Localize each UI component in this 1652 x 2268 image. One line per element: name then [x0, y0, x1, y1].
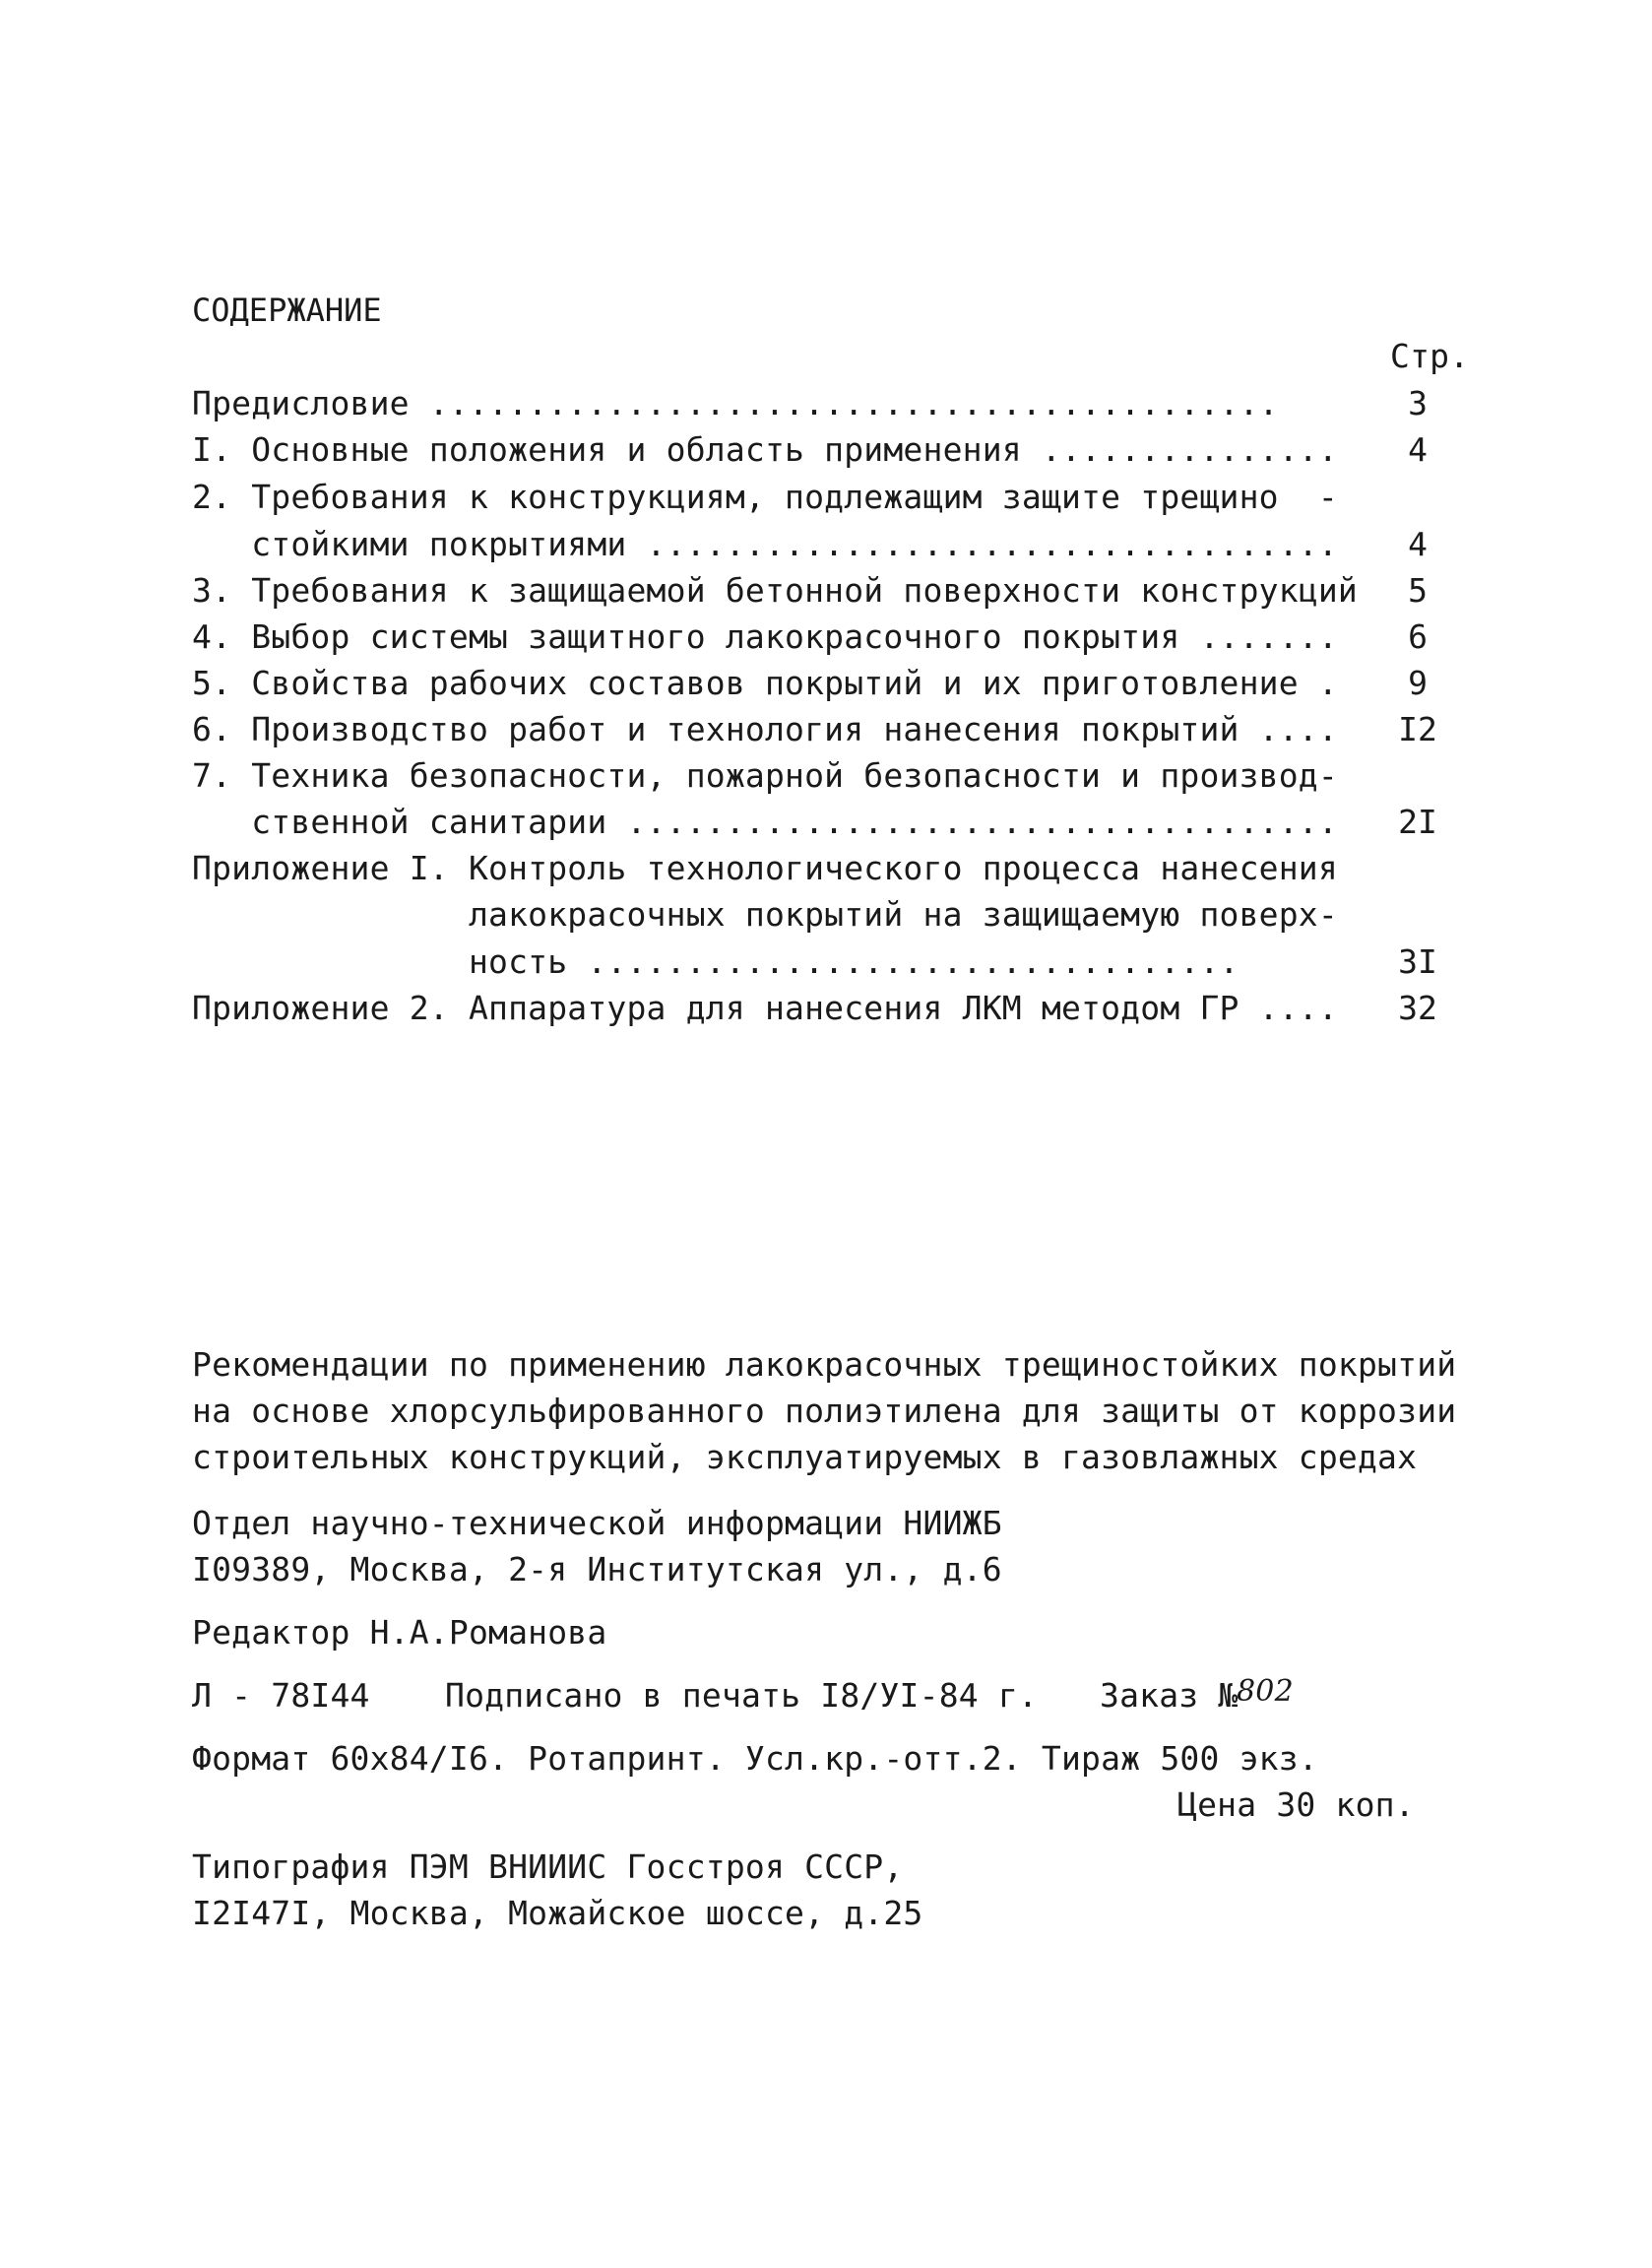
toc-entry-text: 3. Требования к защищаемой бетонной поверхности конструкций: [192, 571, 1358, 610]
publication-title-line: Рекомендации по применению лакокрасочных трещиностойких покрытий: [192, 1345, 1457, 1384]
editor: Редактор Н.А.Романова: [192, 1613, 607, 1652]
signed-date: Подписано в печать I8/УI-84 г.: [445, 1676, 1039, 1715]
toc-entry-page: 4: [1408, 525, 1428, 563]
publication-title-line: на основе хлорсульфированного полиэтилена для защиты от коррозии: [192, 1392, 1457, 1430]
toc-entry-text-cont: ность .................................: [192, 942, 1239, 981]
toc-entry-page: I2: [1398, 710, 1437, 748]
toc-entry-text: 5. Свойства рабочих составов покрытий и их приготовление .: [192, 664, 1338, 702]
printer-address: I2I47I, Москва, Можайское шоссе, д.25: [192, 1894, 923, 1932]
toc-entry-text: I. Основные положения и область применения ...............: [192, 430, 1338, 469]
toc-entry-page: 3: [1408, 384, 1428, 422]
page-column-label: Стр.: [1390, 337, 1470, 375]
toc-entry-page: 5: [1408, 571, 1428, 610]
toc-entry-page: 3I: [1398, 942, 1437, 981]
order-label: Заказ №: [1100, 1676, 1239, 1715]
toc-heading: СОДЕРЖАНИЕ: [192, 292, 382, 329]
toc-entry-text: 6. Производство работ и технология нанесения покрытий ....: [192, 710, 1338, 748]
price: Цена 30 коп.: [1177, 1785, 1415, 1824]
toc-entry-text: Приложение 2. Аппаратура для нанесения ЛКМ методом ГР ....: [192, 989, 1338, 1027]
toc-entry-text: 4. Выбор системы защитного лакокрасочного покрытия .......: [192, 617, 1338, 656]
printer-line: Типография ПЭМ ВНИИИС Госстроя СССР,: [192, 1847, 904, 1886]
order-number: 802: [1237, 1674, 1294, 1709]
toc-entry-page: 32: [1398, 989, 1437, 1027]
publication-title-line: строительных конструкций, эксплуатируемых в газовлажных средах: [192, 1438, 1418, 1476]
publisher-line: Отдел научно-технической информации НИИЖБ: [192, 1504, 1002, 1542]
toc-entry-text: 7. Техника безопасности, пожарной безопасности и производ-: [192, 756, 1338, 795]
license-number: Л - 78I44: [192, 1676, 370, 1715]
toc-entry-text-cont: лакокрасочных покрытий на защищаемую поверх-: [192, 895, 1338, 934]
publisher-address: I09389, Москва, 2-я Институтская ул., д.6: [192, 1550, 1002, 1588]
toc-entry-text-cont: стойкими покрытиями ...................................: [192, 525, 1338, 563]
toc-entry-page: 6: [1408, 617, 1428, 656]
toc-entry-text: Приложение I. Контроль технологического процесса нанесения: [192, 849, 1338, 887]
toc-entry-page: 2I: [1398, 803, 1437, 841]
toc-entry-text-cont: ственной санитарии ....................................: [192, 803, 1338, 841]
format-line: Формат 60х84/I6. Ротапринт. Усл.кр.-отт.2. Тираж 500 экз.: [192, 1739, 1318, 1778]
toc-entry-text: Предисловие ...........................................: [192, 384, 1279, 422]
toc-entry-page: 4: [1408, 430, 1428, 469]
toc-entry-text: 2. Требования к конструкциям, подлежащим защите трещино -: [192, 478, 1338, 516]
toc-entry-page: 9: [1408, 664, 1428, 702]
